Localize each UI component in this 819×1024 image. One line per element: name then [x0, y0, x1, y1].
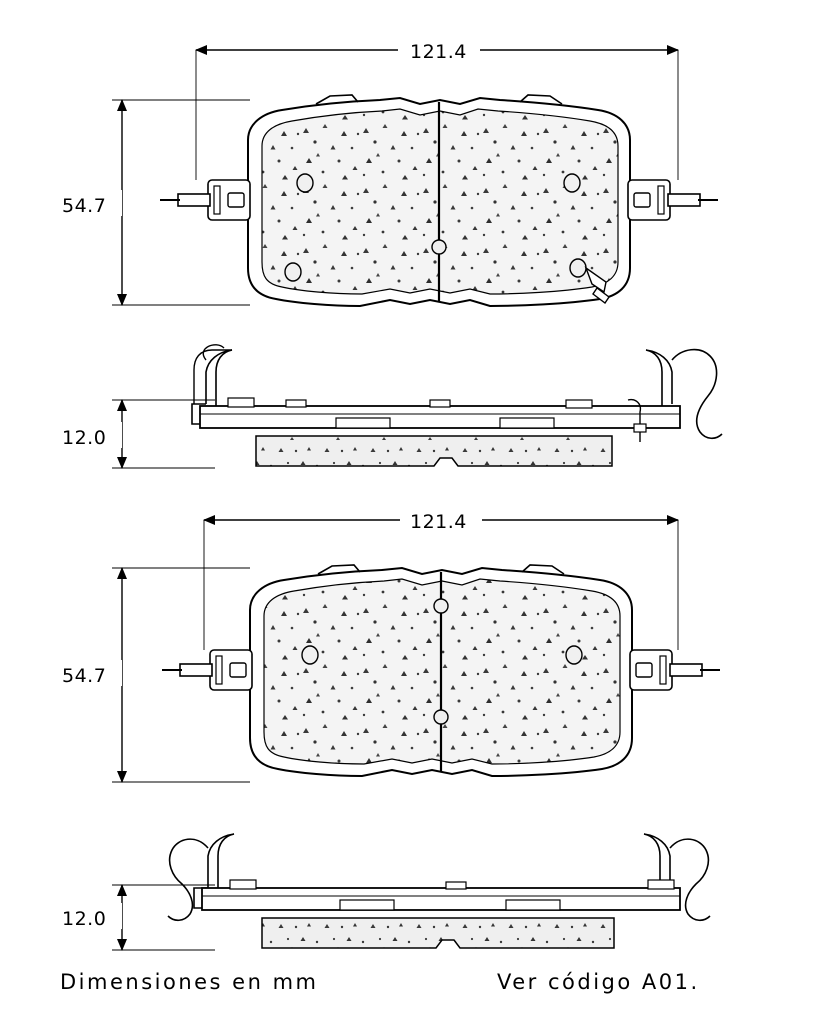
rear-pad-side-view	[58, 834, 710, 950]
pad-hole-left-2	[302, 646, 318, 664]
center-slot-hole-2a	[434, 599, 448, 613]
width-dimension-label: 121.4	[410, 41, 467, 63]
center-slot-hole	[432, 240, 446, 254]
thickness-dimension-label: 12.0	[62, 427, 107, 449]
backing-plate-side-2	[202, 888, 680, 910]
friction-material-side-2	[262, 918, 614, 948]
pad-hole-right	[564, 174, 580, 192]
pad-hole-lower-right	[570, 259, 586, 277]
drawing-footer	[0, 970, 819, 1010]
units-note: Dimensiones en mm	[60, 970, 319, 994]
right-retaining-clip	[646, 350, 672, 406]
pad-hole-left	[297, 174, 313, 192]
front-pad-side-view	[58, 345, 722, 468]
backing-plate-side	[200, 406, 680, 428]
center-slot-hole-2b	[434, 710, 448, 724]
left-mounting-ear	[160, 180, 250, 220]
height-dimension-label-2: 54.7	[62, 665, 107, 687]
friction-material-side	[256, 436, 612, 466]
pad-hole-right-2	[566, 646, 582, 664]
left-mounting-ear-2	[162, 650, 252, 690]
thickness-dimension-left-2	[58, 885, 215, 950]
pad-hole-lower-left	[285, 263, 301, 281]
code-note: Ver código A01.	[497, 970, 700, 994]
rear-pad-face-view	[58, 506, 720, 782]
height-dimension-label: 54.7	[62, 195, 107, 217]
right-mounting-ear	[628, 180, 718, 220]
right-mounting-ear-2	[630, 650, 720, 690]
front-pad-face-view	[58, 36, 718, 306]
width-dimension-label-2: 121.4	[410, 511, 467, 533]
thickness-dimension-label-2: 12.0	[62, 908, 107, 930]
